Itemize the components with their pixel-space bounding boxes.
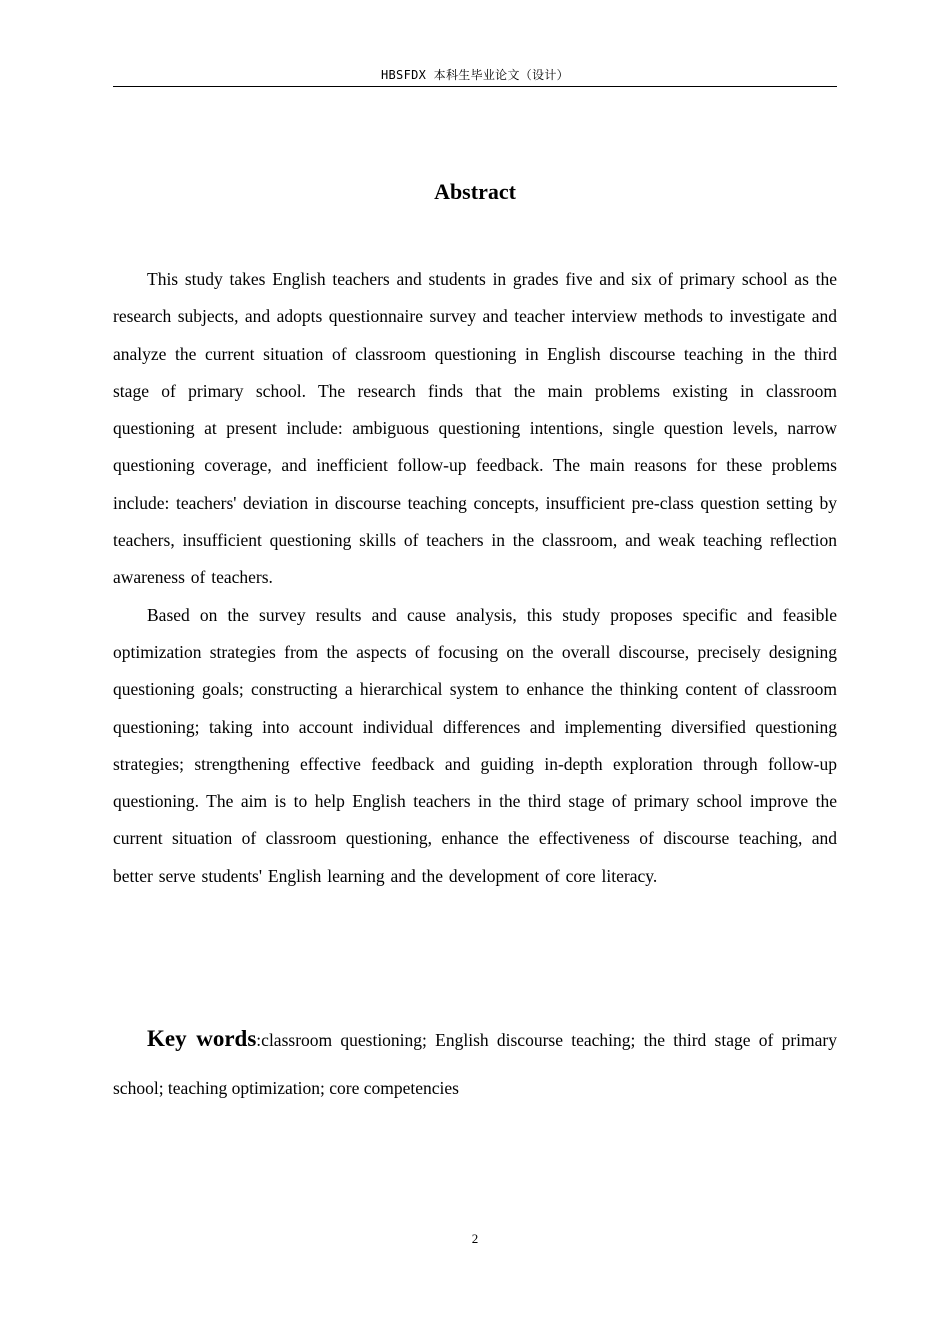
abstract-title: Abstract	[434, 179, 516, 204]
keywords-label: Key words	[147, 1026, 257, 1051]
abstract-paragraph-1: This study takes English teachers and students in grades five and six of primary school as the research subjects, and adopts questionnaire survey and teacher interview methods to investigate and analyze the current situation of classroom questioning in English discourse teaching in the third stage of primary school. The research finds that the main problems existing in classroom questioning at present include: ambiguous questioning intentions, single question levels, narrow questioning coverage, and inefficient follow-up feedback. The main reasons for these problems include: teachers' deviation in discourse teaching concepts, insufficient pre-class question setting by teachers, insufficient questioning skills of teachers in the classroom, and weak teaching reflection awareness of teachers.	[113, 269, 837, 588]
keywords-section	[113, 1015, 837, 1112]
abstract-body	[113, 261, 837, 895]
keywords-text: classroom questioning; English discourse teaching; the third stage of primary school; teaching optimization; core competencies	[113, 1030, 837, 1098]
keywords-separator: :	[256, 1030, 262, 1050]
running-header: HBSFDX 本科生毕业论文（设计）	[113, 66, 837, 87]
abstract-paragraph-2: Based on the survey results and cause analysis, this study proposes specific and feasible optimization strategies from the aspects of focusing on the overall discourse, precisely designing questioning goals; constructing a hierarchical system to enhance the thinking content of classroom questioning; taking into account individual differences and implementing diversified questioning strategies; strengthening effective feedback and guiding in-depth exploration through follow-up questioning. The aim is to help English teachers in the third stage of primary school improve the current situation of classroom questioning, enhance the effectiveness of discourse teaching, and better serve students' English learning and the development of core literacy.	[113, 604, 837, 886]
page-number: 2	[471, 1231, 479, 1246]
